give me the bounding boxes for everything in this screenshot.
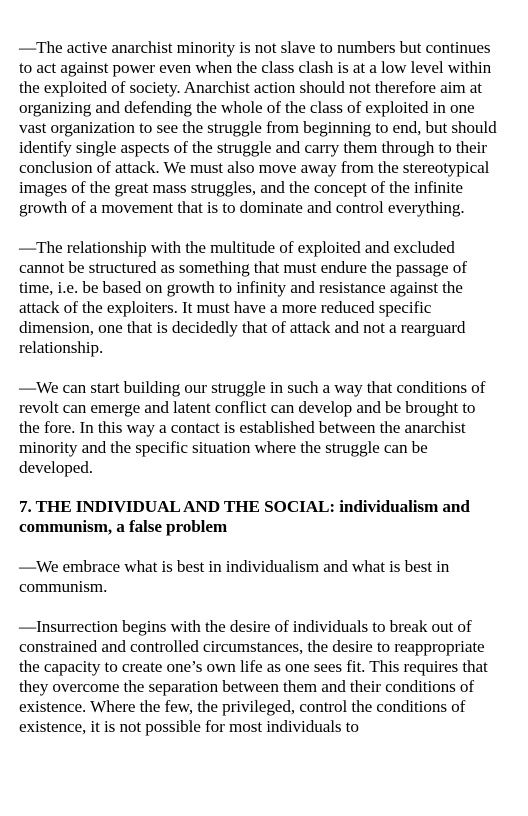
paragraph-building-struggle: —We can start building our struggle in such a way that conditions of revolt can emerge and latent conflict can develop and be brought to the fore. In this way a contact is established between the anarchist minority and the specific situation where the struggle can be developed. xyxy=(19,378,486,477)
paragraph-individualism-communism: —We embrace what is best in individualism and what is best in communism. xyxy=(19,557,450,596)
paragraph-minority-action: —The active anarchist minority is not slave to numbers but continues to act against power even when the class clash is at a low level within the exploited of society. Anarchist action should not therefore aim at organizing and defending the whole of the class of exploited in one vast organization to see the struggle from beginning to end, but should identify single aspects of the struggle and carry them through to their conclusion of attack. We must also move away from the stereotypical images of the great mass struggles, and the concept of the infinite growth of a movement that is to dominate and control everything. xyxy=(19,38,497,217)
paragraph-insurrection-begins: —Insurrection begins with the desire of individuals to break out of constrained and controlled circumstances, the desire to reappropriate the capacity to create one’s own life as one sees fit. This requires that they overcome the separation between them and their conditions of existence. Where the few, the privileged, control the conditions of existence, it is not possible for most individuals to xyxy=(19,617,488,736)
document-page xyxy=(19,38,497,757)
paragraph-relationship-exploited: —The relationship with the multitude of exploited and excluded cannot be structured as something that must endure the passage of time, i.e. be based on growth to infinity and resistance against the attack of the exploiters. It must have a more reduced specific dimension, one that is decidedly that of attack and not a rearguard relationship. xyxy=(19,238,467,357)
section-heading: 7. THE INDIVIDUAL AND THE SOCIAL: individualism and communism, a false problem xyxy=(19,497,470,536)
